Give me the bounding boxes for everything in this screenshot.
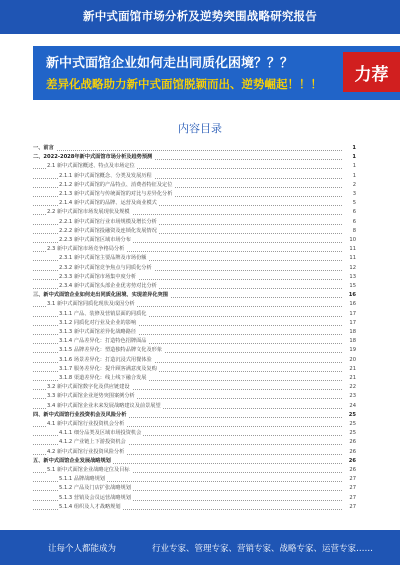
footer-slogan: 让每个人都能成为 xyxy=(48,544,117,554)
toc-page-number: 17 xyxy=(344,310,356,319)
footer-expert-list: 行业专家、管理专家、营销专家、战略专家、运营专家…… xyxy=(152,544,374,554)
toc-entry[interactable] xyxy=(33,420,356,429)
toc-page-number: 24 xyxy=(344,402,356,411)
toc-entry-text: 三、新中式面馆企业如何走出同质化困境、实现差异化突围 xyxy=(33,292,168,299)
toc-page-number: 18 xyxy=(344,328,356,337)
toc-entry[interactable] xyxy=(33,392,356,401)
toc-entry-text: 2.2.1 新中式面馆行业市场规模及增长分析 xyxy=(59,218,157,225)
toc-entry-text: 3.1.3 新中式面馆差异化战略路径 xyxy=(59,329,137,335)
toc-entry[interactable] xyxy=(33,411,356,420)
toc-page-number: 27 xyxy=(344,494,356,503)
toc-entry-text: 4.1.1 细分品类及区域市场投资机会 xyxy=(59,430,142,437)
toc-page-number: 27 xyxy=(344,475,356,484)
toc-page-number: 12 xyxy=(344,264,356,273)
toc-page-number: 25 xyxy=(344,429,356,438)
toc-entry[interactable] xyxy=(33,300,356,309)
toc-entry-text: 3.1.7 服务差异化：提升顾客满意度及复购 xyxy=(59,365,157,372)
toc-entry[interactable] xyxy=(33,227,356,236)
toc-page-number: 5 xyxy=(344,199,356,208)
toc-page-number: 1 xyxy=(344,144,356,153)
toc-entry[interactable] xyxy=(33,346,356,355)
toc-title: 内容目录 xyxy=(178,122,222,135)
toc-page-number: 22 xyxy=(344,383,356,392)
toc-entry-text: 5.1.4 组织及人才战略规划 xyxy=(59,503,121,510)
toc-entry[interactable] xyxy=(33,457,356,466)
toc-page-number: 21 xyxy=(344,374,356,383)
toc-entry[interactable] xyxy=(33,144,356,153)
toc-entry[interactable] xyxy=(33,190,356,199)
toc-page-number: 6 xyxy=(344,218,356,227)
table-of-contents xyxy=(33,144,356,520)
toc-entry-text: 3.1.4 产品差异化：打造特色招牌面品 xyxy=(59,338,147,345)
toc-entry[interactable] xyxy=(33,218,356,227)
toc-entry-text: 5.1.2 产品及门店扩张战略规划 xyxy=(59,485,131,492)
toc-entry[interactable] xyxy=(33,181,356,190)
toc-entry[interactable] xyxy=(33,494,356,503)
toc-page-number: 13 xyxy=(344,273,356,282)
toc-entry[interactable] xyxy=(33,475,356,484)
toc-entry-text: 二、2022-2028年新中式面馆市场分析及趋势预测 xyxy=(33,154,153,161)
toc-entry-text: 3.1.6 场景差异化：打造沉浸式用餐体验 xyxy=(59,356,152,363)
hero-subline: 差异化战略助力新中式面馆脱颖而出、逆势崛起！！！ xyxy=(46,77,322,91)
report-title: 新中式面馆市场分析及逆势突围战略研究报告 xyxy=(83,9,317,23)
toc-entry-text: 2.1 新中式面馆概述、特点及市场定位 xyxy=(47,163,135,170)
hero-headline: 新中式面馆企业如何走出同质化困境？？？ xyxy=(46,56,294,71)
toc-entry[interactable] xyxy=(33,429,356,438)
toc-entry-text: 四、新中式面馆行业投资机会及风险分析 xyxy=(33,411,127,418)
toc-entry-text: 一、前言 xyxy=(33,145,54,151)
toc-page-number: 27 xyxy=(344,484,356,493)
toc-entry[interactable] xyxy=(33,264,356,273)
toc-entry[interactable] xyxy=(33,153,356,162)
toc-page-number: 11 xyxy=(344,254,356,263)
toc-entry[interactable] xyxy=(33,503,356,512)
toc-entry-text: 2.1.2 新中式面馆的产品特点、消费者特征及定位 xyxy=(59,181,173,188)
toc-entry[interactable] xyxy=(33,319,356,328)
toc-page-number: 15 xyxy=(344,282,356,291)
toc-page-number: 11 xyxy=(344,245,356,254)
toc-entry[interactable] xyxy=(33,337,356,346)
toc-entry-text: 2.3.1 新中式面馆主要品牌及市场份额 xyxy=(59,255,147,262)
toc-entry[interactable] xyxy=(33,466,356,475)
toc-entry-text: 4.1.2 产业链上下游投资机会 xyxy=(59,439,126,446)
top-banner xyxy=(0,0,400,34)
toc-entry-text: 2.3.2 新中式面馆竞争焦点与同质化分析 xyxy=(59,264,152,271)
toc-entry[interactable] xyxy=(33,245,356,254)
toc-page-number: 25 xyxy=(344,411,356,420)
toc-entry[interactable] xyxy=(33,484,356,493)
toc-page-number: 26 xyxy=(344,466,356,475)
toc-entry-text: 3.1.5 品牌差异化：塑造独特品牌文化及形象 xyxy=(59,347,163,354)
toc-page-number: 1 xyxy=(344,162,356,171)
toc-entry-text: 五、新中式面馆企业发展战略规划 xyxy=(33,457,111,464)
toc-page-number: 1 xyxy=(344,153,356,162)
toc-page-number: 20 xyxy=(344,356,356,365)
toc-page-number: 17 xyxy=(344,319,356,328)
toc-entry[interactable] xyxy=(33,208,356,217)
toc-entry[interactable] xyxy=(33,236,356,245)
toc-page-number: 19 xyxy=(344,346,356,355)
toc-page-number: 21 xyxy=(344,365,356,374)
toc-entry-text: 2.3.3 新中式面馆市场集中度分析 xyxy=(59,273,137,280)
toc-entry-text: 3.4 新中式面馆企业未来发展战略建议及前景展望 xyxy=(47,402,161,409)
toc-page-number: 8 xyxy=(344,227,356,236)
toc-entry-text: 5.1.1 品牌战略规划 xyxy=(59,476,105,483)
toc-entry-text: 2.1.1 新中式面馆概念、分类及发展历程 xyxy=(59,172,152,179)
toc-entry-text: 2.3 新中式面馆市场竞争格局分析 xyxy=(47,246,125,253)
toc-entry-text: 2.2.3 新中式面馆区域市场分布 xyxy=(59,237,131,243)
toc-entry[interactable] xyxy=(33,402,356,411)
toc-entry[interactable] xyxy=(33,291,356,300)
toc-entry-text: 2.2.2 新中式面馆投融资及连锁化发展情况 xyxy=(59,227,157,234)
recommend-badge: 力荐 xyxy=(343,52,400,92)
toc-entry-text: 4.1 新中式面馆行业投资机会分析 xyxy=(47,421,125,427)
toc-page-number: 27 xyxy=(344,503,356,512)
toc-entry-text: 3.1.1 产品、装修及营销层面的同质化 xyxy=(59,310,147,317)
toc-entry-text: 4.2 新中式面馆行业投资风险分析 xyxy=(47,448,125,455)
footer-bar xyxy=(0,530,400,565)
toc-entry[interactable] xyxy=(33,273,356,282)
toc-entry[interactable] xyxy=(33,310,356,319)
toc-entry-text: 3.1.2 同质化对行业及企业的影响 xyxy=(59,319,137,326)
toc-page-number: 10 xyxy=(344,236,356,245)
toc-page-number: 1 xyxy=(344,172,356,181)
toc-entry-text: 3.1 新中式面馆同质化现状及成因分析 xyxy=(47,301,135,308)
toc-entry-text: 3.2 新中式面馆数字化及供应链建设 xyxy=(47,384,130,391)
toc-leader-dots xyxy=(33,150,342,151)
toc-page-number: 3 xyxy=(344,190,356,199)
toc-entry-text: 3.3 新中式面馆企业逆势突围案例分析 xyxy=(47,393,135,400)
toc-entry-text: 5.1.3 营销及会员运营战略规划 xyxy=(59,494,131,501)
toc-entry[interactable] xyxy=(33,162,356,171)
toc-page-number: 26 xyxy=(344,457,356,466)
toc-entry[interactable] xyxy=(33,254,356,263)
toc-page-number: 26 xyxy=(344,448,356,457)
toc-entry[interactable] xyxy=(33,374,356,383)
toc-entry[interactable] xyxy=(33,172,356,181)
toc-page-number: 18 xyxy=(344,337,356,346)
toc-page-number: 16 xyxy=(344,300,356,309)
toc-page-number: 2 xyxy=(344,181,356,190)
toc-entry[interactable] xyxy=(33,365,356,374)
toc-entry[interactable] xyxy=(33,438,356,447)
toc-entry-text: 3.1.8 渠道差异化：线上线下融合发展 xyxy=(59,375,147,381)
toc-page-number: 6 xyxy=(344,208,356,217)
toc-entry[interactable] xyxy=(33,383,356,392)
toc-entry[interactable] xyxy=(33,328,356,337)
toc-entry-text: 5.1 新中式面馆企业战略定位及目标 xyxy=(47,467,130,473)
toc-entry[interactable] xyxy=(33,199,356,208)
toc-entry-text: 2.2 新中式面馆市场发展现状及规模 xyxy=(47,209,130,216)
toc-entry-text: 2.1.3 新中式面馆与传统面馆的对比与差异化分析 xyxy=(59,191,173,197)
toc-entry[interactable] xyxy=(33,448,356,457)
toc-page-number: 26 xyxy=(344,438,356,447)
toc-entry-text: 2.3.4 新中式面馆头部企业优劣势对比分析 xyxy=(59,283,157,289)
toc-page-number: 25 xyxy=(344,420,356,429)
toc-entry[interactable] xyxy=(33,282,356,291)
toc-page-number: 23 xyxy=(344,392,356,401)
toc-entry-text: 2.1.4 新中式面馆的品牌、运营及商业模式 xyxy=(59,200,157,207)
toc-page-number: 16 xyxy=(344,291,356,300)
toc-entry[interactable] xyxy=(33,356,356,365)
